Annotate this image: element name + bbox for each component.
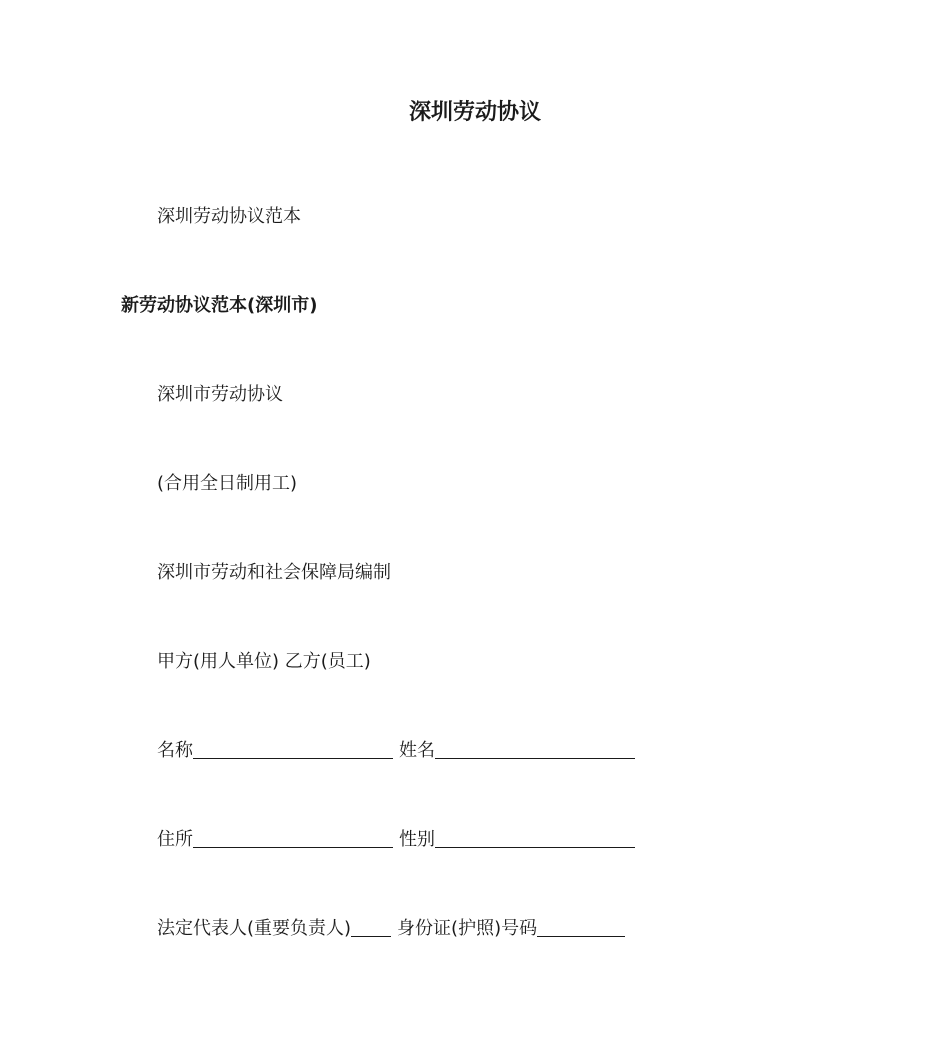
contract-type: (合用全日制用工) — [157, 473, 298, 494]
document-title: 深圳劳动协议 — [408, 100, 541, 125]
parties-line: 甲方(用人单位) 乙方(员工) — [157, 651, 371, 672]
document-subtitle: 深圳劳动协议范本 — [157, 206, 301, 227]
legal-rep-blank — [351, 918, 391, 937]
gender-label: 性别 — [399, 829, 435, 850]
address-blank — [193, 829, 393, 848]
id-label: 身份证(护照)号码 — [397, 918, 538, 939]
issuer-line: 深圳市劳动和社会保障局编制 — [157, 562, 391, 583]
name-label: 名称 — [157, 740, 193, 761]
address-label: 住所 — [157, 829, 193, 850]
name-row — [157, 738, 635, 764]
id-blank — [537, 918, 625, 937]
legal-rep-label: 法定代表人(重要负责人) — [157, 918, 352, 939]
gender-blank — [435, 829, 635, 848]
person-name-blank — [435, 740, 635, 759]
contract-name: 深圳市劳动协议 — [157, 384, 283, 405]
name-blank — [193, 740, 393, 759]
section-heading: 新劳动协议范本(深圳市) — [121, 295, 318, 316]
legal-rep-row — [157, 916, 625, 942]
person-name-label: 姓名 — [399, 740, 435, 761]
address-row — [157, 827, 635, 853]
